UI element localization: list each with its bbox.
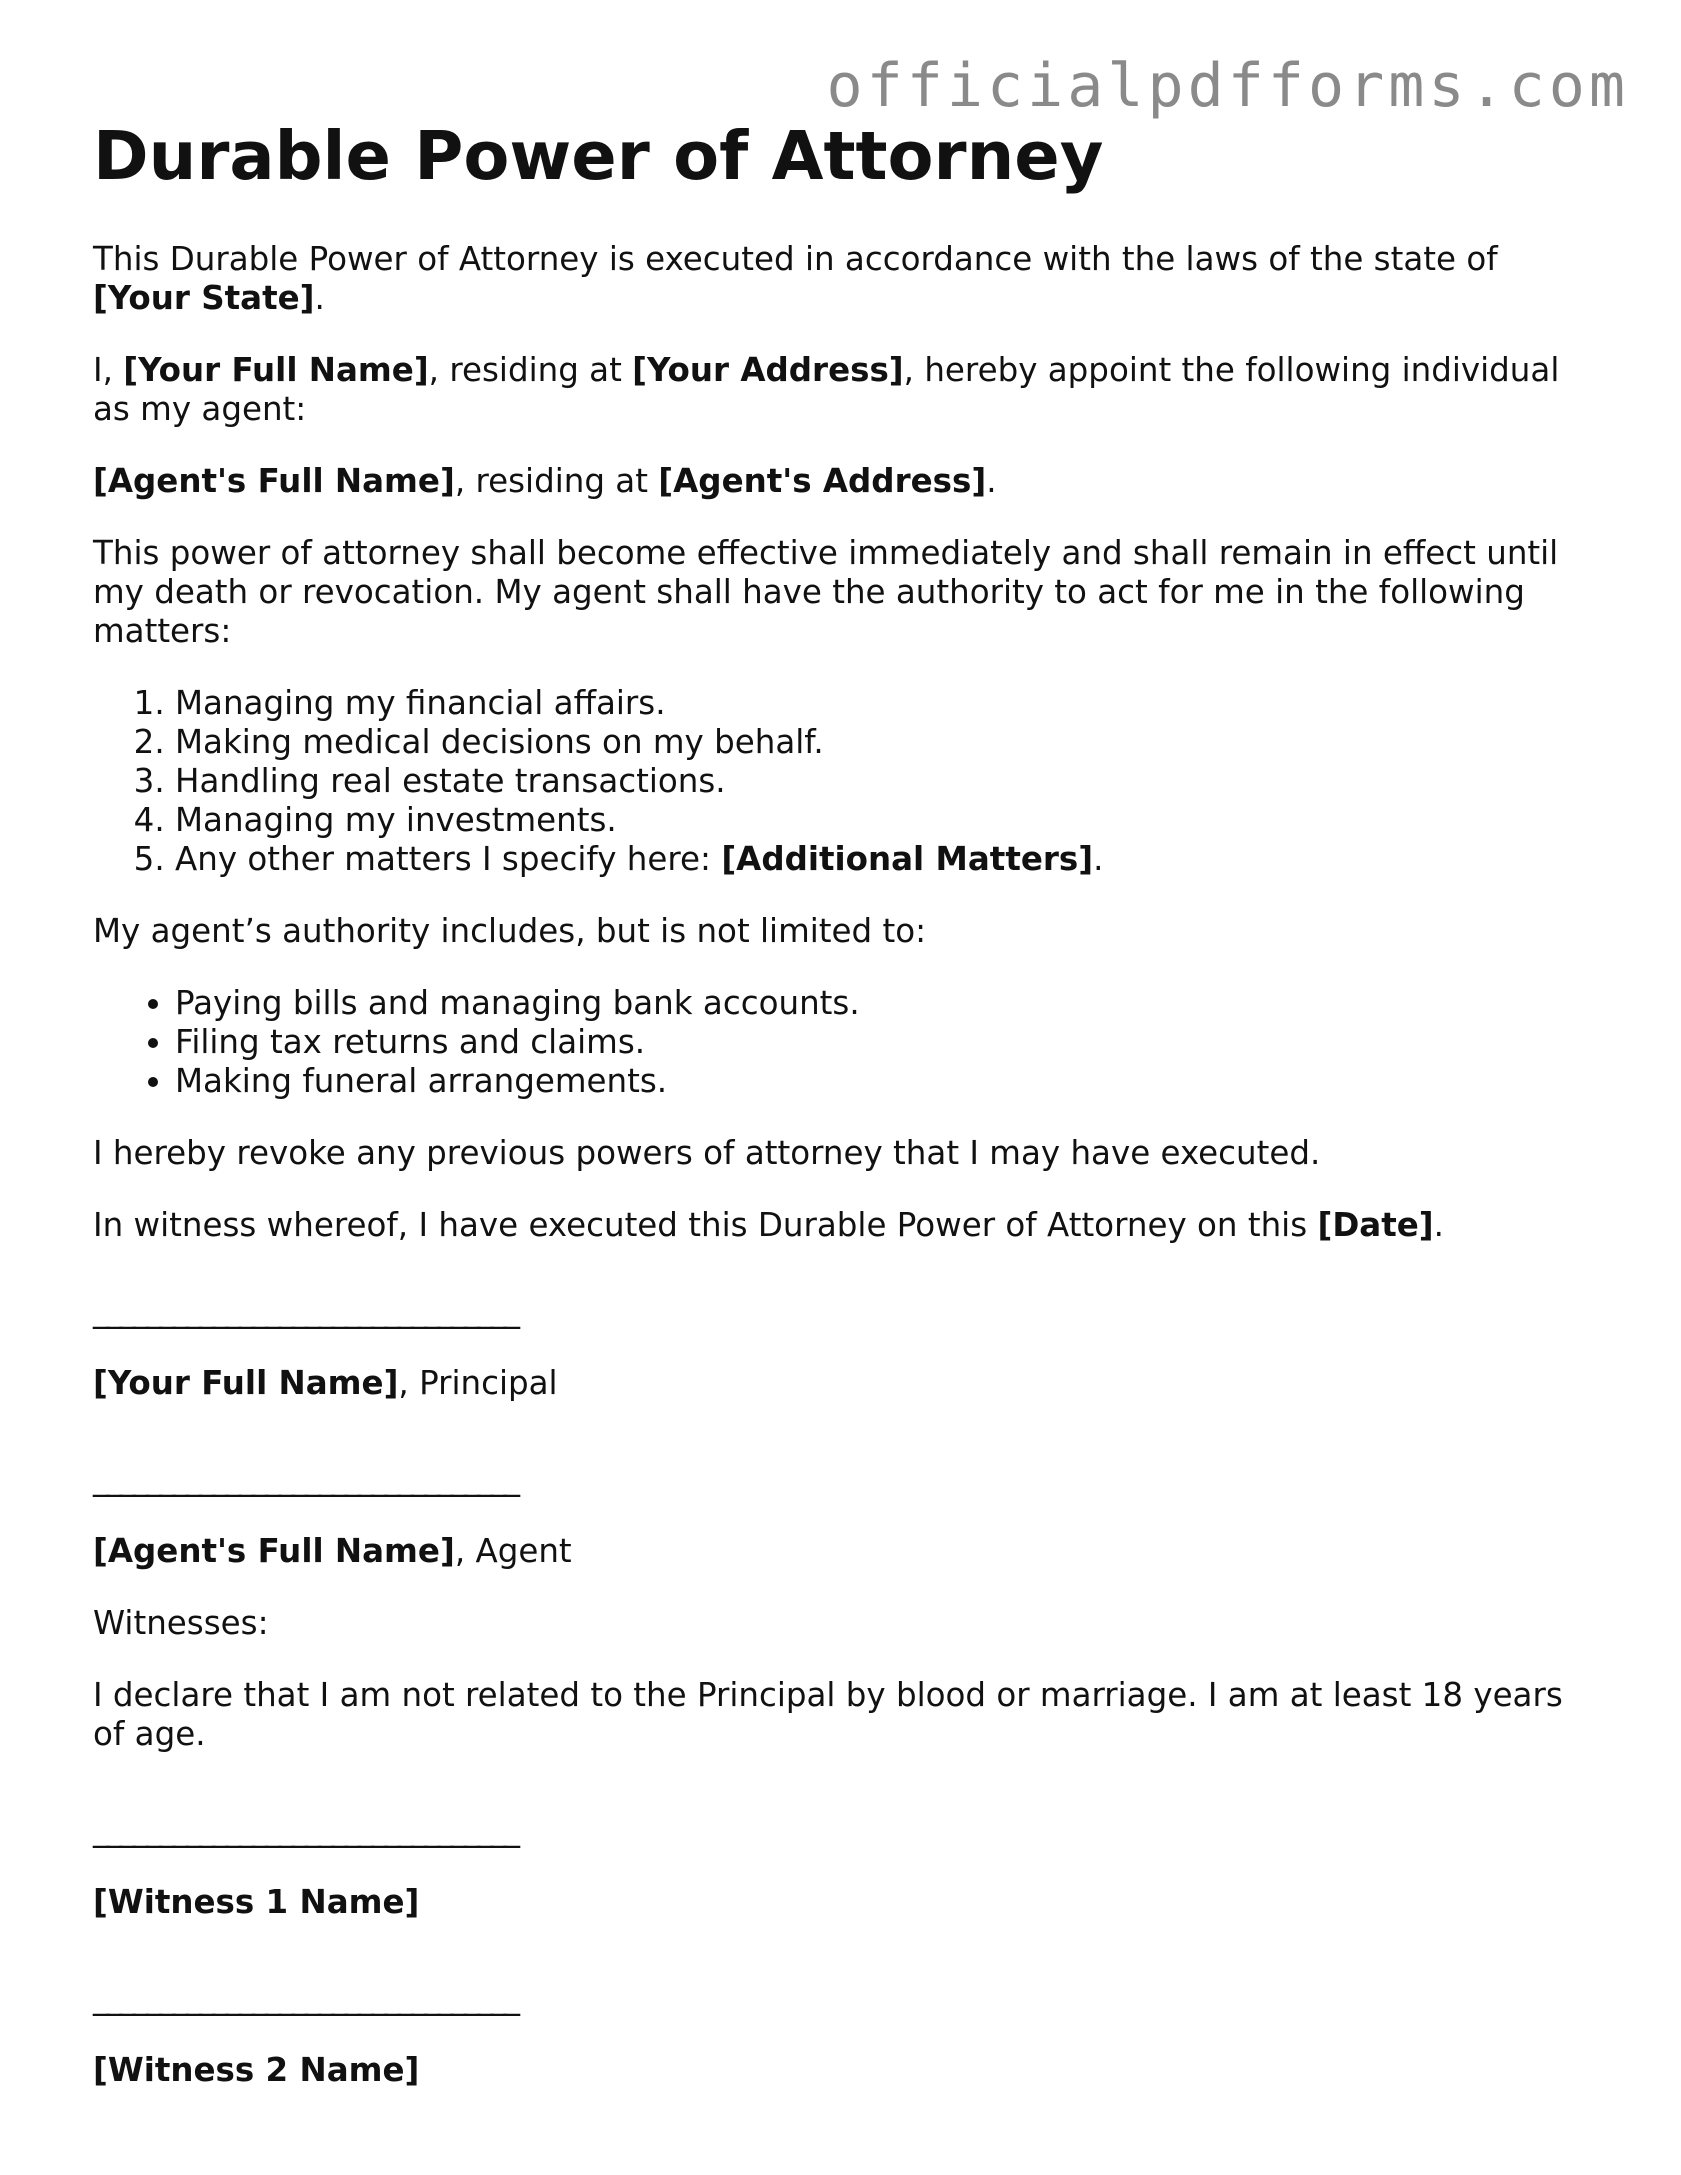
state-clause-text: This Durable Power of Attorney is executed in accordance with the laws of the state of	[93, 239, 1498, 278]
list-item: • Making funeral arrangements.	[175, 1062, 1603, 1101]
principal-signature-line: ________________________________	[93, 1290, 517, 1329]
additional-matters-placeholder: [Additional Matters]	[721, 839, 1094, 878]
agent-clause-end: .	[986, 461, 997, 500]
watermark: officialpdfforms.com	[826, 51, 1629, 121]
agent-signature-label	[93, 1532, 1603, 1571]
state-placeholder: [Your State]	[93, 278, 315, 317]
agent-signature-name: [Agent's Full Name]	[93, 1531, 455, 1570]
state-clause	[93, 240, 1603, 318]
witness1-name-placeholder: [Witness 1 Name]	[93, 1882, 420, 1921]
principal-signature-label	[93, 1364, 1603, 1403]
matters-list	[93, 684, 1603, 879]
witness-declaration: I declare that I am not related to the Principal by blood or marriage. I am at least 18 years of age.	[93, 1675, 1563, 1753]
matter5-text: Any other matters I specify here:	[175, 839, 722, 878]
witness2-signature-line: ________________________________	[93, 1977, 517, 2016]
witness-whereof-end: .	[1433, 1205, 1445, 1244]
agent-address-placeholder: [Agent's Address]	[658, 461, 987, 500]
principal-signature-role: , Principal	[398, 1363, 558, 1402]
list-item: 3. Handling real estate transactions.	[175, 762, 1603, 801]
witness-whereof-clause	[93, 1206, 1603, 1245]
revocation-clause: I hereby revoke any previous powers of attorney that I may have executed.	[93, 1133, 1321, 1172]
witness2-signature-label	[93, 2051, 1603, 2090]
principal-clause-post: , hereby appoint the following individual as my agent:	[93, 350, 1560, 428]
principal-address-placeholder: [Your Address]	[632, 350, 904, 389]
list-item	[175, 840, 1603, 879]
agent-signature-role: , Agent	[454, 1531, 572, 1570]
list-item: 2. Making medical decisions on my behalf.	[175, 723, 1603, 762]
date-placeholder: [Date]	[1317, 1205, 1434, 1244]
list-item: • Filing tax returns and claims.	[175, 1023, 1603, 1062]
state-clause-end: .	[314, 278, 325, 317]
agent-name-placeholder: [Agent's Full Name]	[93, 461, 455, 500]
witness2-name-placeholder: [Witness 2 Name]	[93, 2050, 420, 2089]
matter5-end: .	[1093, 839, 1104, 878]
witness1-signature-label	[93, 1883, 1603, 1922]
witness1-signature-line: ________________________________	[93, 1809, 517, 1848]
authority-intro: My agent’s authority includes, but is not limited to:	[93, 911, 927, 950]
principal-clause-mid: , residing at	[428, 350, 633, 389]
agent-signature-line: ________________________________	[93, 1458, 517, 1497]
list-item: 4. Managing my investments.	[175, 801, 1603, 840]
agent-clause-mid: , residing at	[454, 461, 659, 500]
principal-name-placeholder: [Your Full Name]	[123, 350, 429, 389]
document-page	[93, 117, 1603, 2123]
effective-clause: This power of attorney shall become effective immediately and shall remain in effect until my death or revocation. My agent shall have the authority to act for me in the following matters:	[93, 533, 1559, 650]
witness-whereof-text: In witness whereof, I have executed this Durable Power of Attorney on this	[93, 1205, 1318, 1244]
principal-clause	[93, 351, 1603, 429]
principal-clause-pre: I,	[93, 350, 124, 389]
authority-list	[93, 984, 1603, 1101]
agent-clause	[93, 462, 1603, 501]
document-title: Durable Power of Attorney	[93, 117, 1104, 195]
list-item: • Paying bills and managing bank accounts.	[175, 984, 1603, 1023]
principal-signature-name: [Your Full Name]	[93, 1363, 399, 1402]
list-item: 1. Managing my financial affairs.	[175, 684, 1603, 723]
witnesses-label: Witnesses:	[93, 1603, 269, 1642]
